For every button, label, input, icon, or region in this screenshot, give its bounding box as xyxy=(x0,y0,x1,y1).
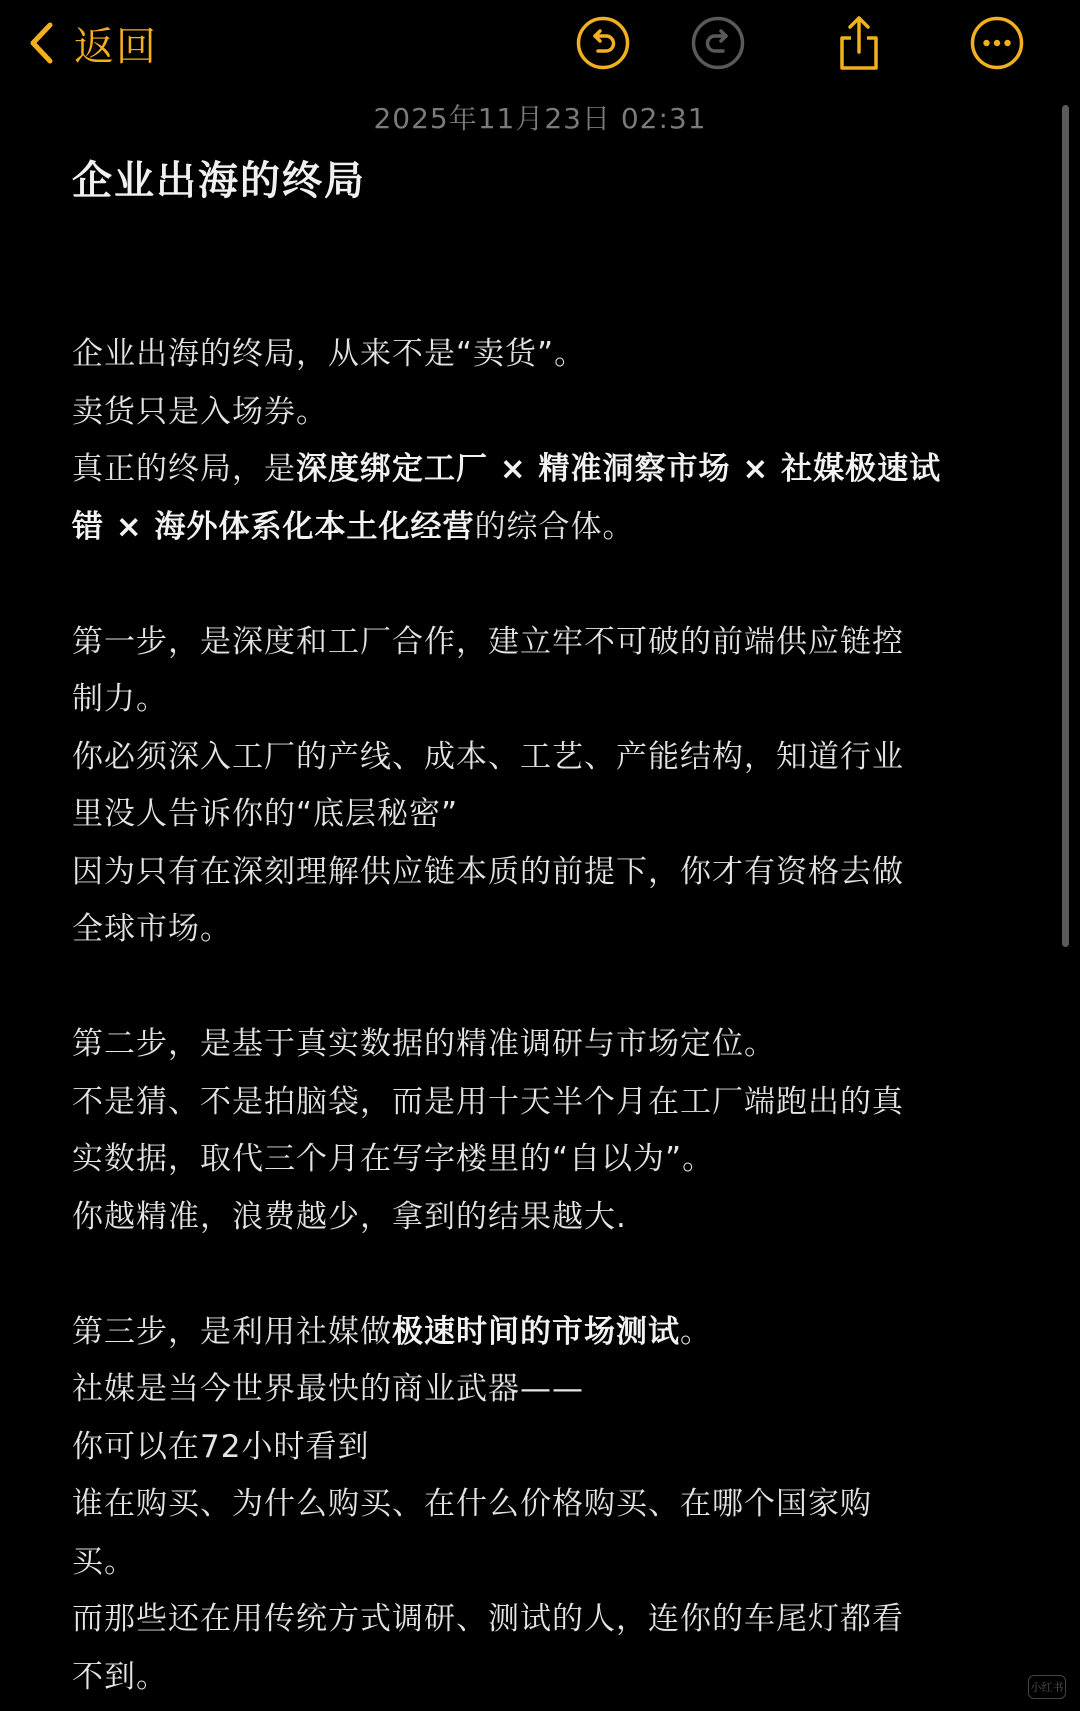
share-button[interactable] xyxy=(830,14,888,72)
text-line: 第一步，是深度和工厂合作，建立牢不可破的前端供应链控 xyxy=(72,623,904,660)
back-button[interactable] xyxy=(28,14,158,72)
text-line: 卖货只是入场券。 xyxy=(72,393,328,430)
text-line: 错 × 海外体系化本土化经营的综合体。 xyxy=(72,508,635,545)
text-line: 买。 xyxy=(72,1543,136,1580)
text-line: 你可以在72小时看到 xyxy=(72,1428,370,1465)
undo-button[interactable] xyxy=(574,14,632,72)
text-line: 社媒是当今世界最快的商业武器—— xyxy=(72,1371,584,1407)
undo-icon xyxy=(575,15,631,71)
text-line: 第三步，是利用社媒做极速时间的市场测试。 xyxy=(72,1313,712,1350)
more-icon xyxy=(969,15,1025,71)
chevron-left-icon xyxy=(28,21,54,65)
note-body[interactable] xyxy=(72,150,1012,1706)
text-line: 全球市场。 xyxy=(72,911,232,947)
text-line: 你必须深入工厂的产线、成本、工艺、产能结构，知道行业 xyxy=(72,738,904,775)
share-icon xyxy=(831,14,887,72)
scrollbar[interactable] xyxy=(1062,105,1069,947)
text-line: 企业出海的终局，从来不是“卖货”。 xyxy=(72,336,587,372)
redo-icon xyxy=(690,15,746,71)
text-line: 里没人告诉你的“底层秘密” xyxy=(72,796,459,832)
text-line: 谁在购买、为什么购买、在什么价格购买、在哪个国家购 xyxy=(72,1486,872,1522)
text-line: 实数据，取代三个月在写字楼里的“自以为”。 xyxy=(72,1141,715,1177)
text-line: 因为只有在深刻理解供应链本质的前提下，你才有资格去做 xyxy=(72,853,904,890)
back-label: 返回 xyxy=(74,23,158,70)
text-line: 不是猜、不是拍脑袋，而是用十天半个月在工厂端跑出的真 xyxy=(72,1083,904,1120)
more-button[interactable] xyxy=(968,14,1026,72)
text-line: 第二步，是基于真实数据的精准调研与市场定位。 xyxy=(72,1026,776,1062)
note-date: 2025年11月23日 02:31 xyxy=(373,102,707,135)
top-navigation-bar xyxy=(0,0,1080,90)
text-line: 制力。 xyxy=(72,681,168,717)
watermark-logo: 小红书 xyxy=(1028,1675,1066,1699)
text-line: 不到。 xyxy=(72,1658,168,1695)
text-line: 而那些还在用传统方式调研、测试的人，连你的车尾灯都看 xyxy=(72,1601,904,1637)
text-line: 你越精准，浪费越少，拿到的结果越大. xyxy=(72,1198,627,1235)
note-title: 企业出海的终局 xyxy=(72,158,366,204)
text-line: 真正的终局，是深度绑定工厂 × 精准洞察市场 × 社媒极速试 xyxy=(72,451,942,487)
redo-button[interactable] xyxy=(689,14,747,72)
